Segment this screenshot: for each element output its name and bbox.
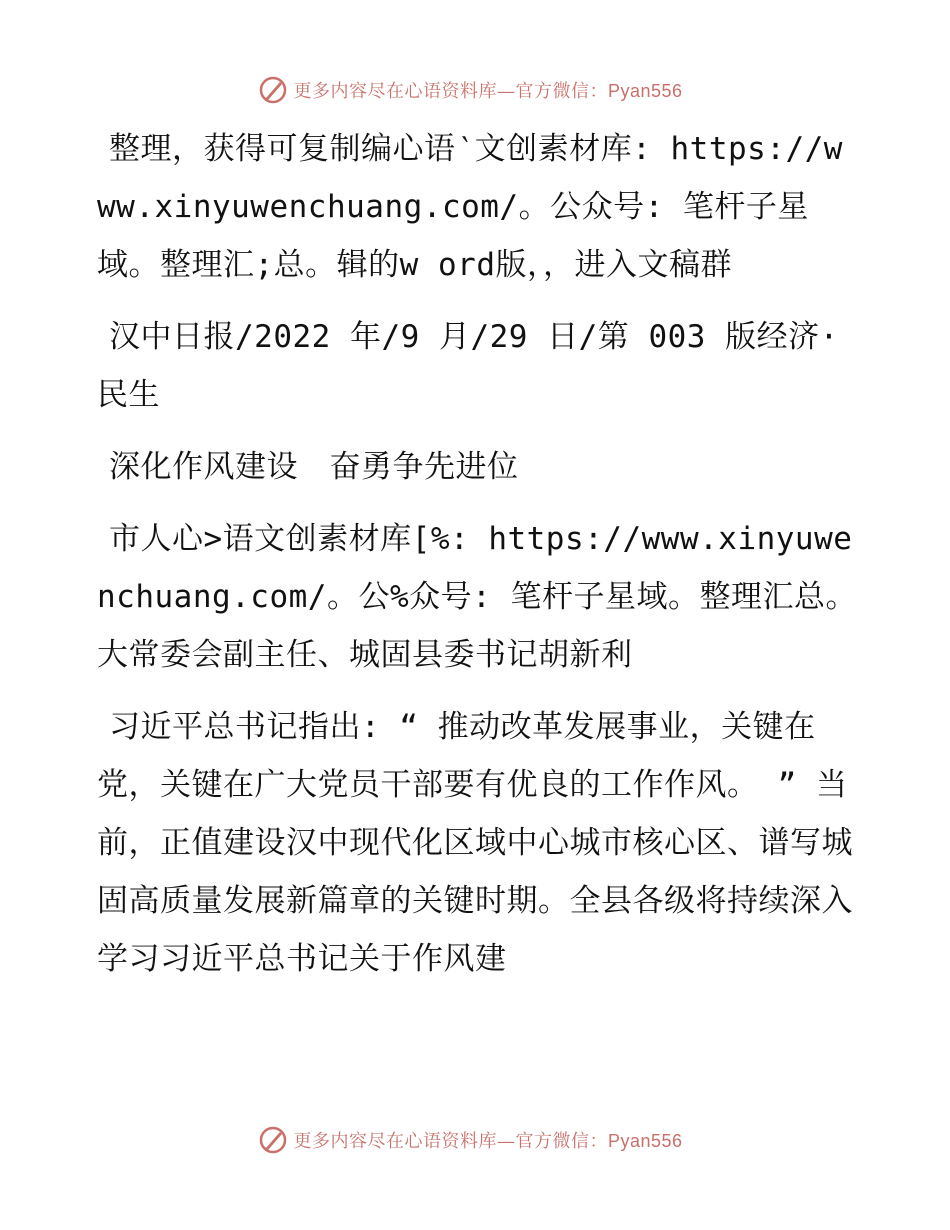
header-wechat-id: Pyan556 (607, 81, 683, 101)
header-banner (0, 70, 950, 110)
footer-banner-text: 更多内容尽在心语资料库—官方微信：Pyan556 (293, 1131, 683, 1152)
paragraph-body: 习近平总书记指出: “ 推动改革发展事业，关键在党，关键在广大党员干部要有优良的工作作风。 ” 当前，正值建设汉中现代化区域中心城市核心区、谱写城固高质量发展新篇章的关键时期。全县各级将持续深入学习习近平总书记关于作风建 (97, 709, 853, 977)
document-body (97, 120, 857, 988)
paragraph-author: 市人心>语文创素材库[%: https://www.xinyuwenchuang.com/。公%众号: 笔杆子星域。整理汇总。大常委会副主任、城固县委书记胡新利 (97, 521, 857, 673)
paragraph-source: 汉中日报/2022 年/9 月/29 日/第 003 版经济·民生 (97, 319, 839, 413)
quill-pen-logo-icon (257, 74, 289, 106)
article-title: 深化作风建设 奋勇争先进位 (109, 449, 519, 485)
paragraph-intro: 整理，获得可复制编心语‵文创素材库: https://www.xinyuwenchuang.com/。公众号: 笔杆子星域。整理汇;总。辑的w ord版，，进入文稿群 (97, 131, 843, 283)
header-banner-text: 更多内容尽在心语资料库—官方微信：Pyan556 (293, 81, 683, 102)
footer-banner (0, 1120, 950, 1160)
quill-pen-logo-icon (257, 1124, 289, 1156)
footer-wechat-id: Pyan556 (607, 1131, 683, 1151)
